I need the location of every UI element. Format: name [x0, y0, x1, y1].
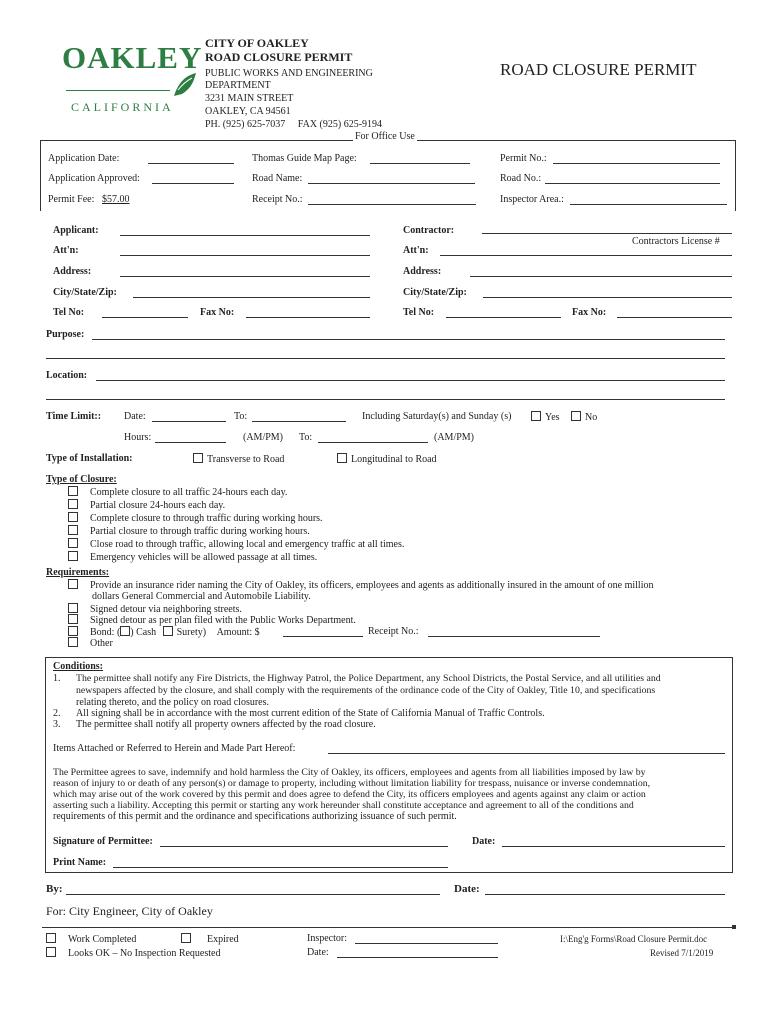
contractor-csz-label: City/State/Zip: — [403, 287, 467, 298]
location-field-1[interactable] — [96, 380, 725, 381]
closure-text: Close road to through traffic, allowing local and emergency traffic at all times. — [90, 539, 405, 550]
hours-label: Hours: — [124, 432, 152, 443]
requirement-text: Provide an insurance rider naming the City of Oakley, its officers, employees and agents as additionally insured in the amount of one million — [90, 580, 654, 591]
application-date-field[interactable] — [148, 163, 234, 164]
items-attached-label: Items Attached or Referred to Herein and Made Part Hereof: — [53, 743, 296, 754]
application-date-label: Application Date: — [48, 153, 120, 164]
bond-receipt-field[interactable] — [428, 636, 600, 637]
contractor-attn-field[interactable] — [440, 255, 732, 256]
applicant-tel-field[interactable] — [102, 317, 188, 318]
contractor-fax-field[interactable] — [617, 317, 732, 318]
inspector-label: Inspector: — [307, 933, 347, 944]
requirement-checkbox[interactable] — [68, 603, 78, 613]
requirement-checkbox[interactable] — [68, 626, 78, 636]
bond-surety-checkbox[interactable] — [163, 626, 173, 636]
signature-label: Signature of Permittee: — [53, 836, 153, 847]
requirement-checkbox[interactable] — [68, 579, 78, 589]
requirement-text: Signed detour as per plan filed with the Public Works Department. — [90, 615, 356, 626]
requirement-insurance-cont: dollars General Commercial and Automobile Liability. — [92, 591, 311, 602]
permit-fee-value: $57.00 — [102, 194, 130, 205]
weekend-yes-text: Yes — [545, 412, 560, 423]
hours-ampm-2: (AM/PM) — [434, 432, 475, 443]
contractor-tel-field[interactable] — [446, 317, 561, 318]
closure-item[interactable] — [68, 512, 404, 525]
location-field-2[interactable] — [46, 399, 725, 400]
header-phone: PH. (925) 625-7037 FAX (925) 625-9194 — [205, 119, 383, 130]
closure-item[interactable] — [68, 486, 404, 499]
indemnity-line-3: which may arise out of the work covered by this permit and does agree to defend the City, its officers employees and agents against any claim or action — [53, 789, 646, 800]
city-engineer-label: For: City Engineer, City of Oakley — [46, 904, 213, 918]
receipt-no-label: Receipt No.: — [252, 194, 303, 205]
condition-1-line-2: newspapers affected by the closure, and shall comply with the requirements of the ordinance code of the City of Oakley, Title 10, and specifications — [76, 685, 656, 696]
time-to-field[interactable] — [252, 421, 346, 422]
signature-date-label: Date: — [472, 836, 496, 847]
weekend-no-text: No — [585, 412, 598, 423]
weekend-yes-checkbox[interactable] — [531, 411, 541, 421]
closure-text: Emergency vehicles will be allowed passage at all times. — [90, 552, 318, 563]
inspector-date-label: Date: — [307, 947, 329, 958]
applicant-csz-label: City/State/Zip: — [53, 287, 117, 298]
hours-to-label: To: — [299, 432, 313, 443]
work-completed-option[interactable] — [46, 933, 136, 946]
contractor-address-label: Address: — [403, 266, 442, 277]
expired-text: Expired — [207, 934, 239, 945]
time-date-label: Date: — [124, 411, 146, 422]
purpose-field-1[interactable] — [92, 339, 725, 340]
hours-from-field[interactable] — [155, 442, 226, 443]
looks-ok-option[interactable] — [46, 947, 220, 960]
road-no-label: Road No.: — [500, 173, 542, 184]
print-name-label: Print Name: — [53, 857, 107, 868]
weekend-no-checkbox[interactable] — [571, 411, 581, 421]
footer-rule-mark — [732, 925, 736, 929]
requirement-checkbox[interactable] — [68, 637, 78, 647]
permit-no-field[interactable] — [553, 163, 720, 164]
purpose-label: Purpose: — [46, 329, 85, 340]
signature-date-field[interactable] — [502, 846, 725, 847]
requirements-label: Requirements: — [46, 567, 110, 578]
contractor-csz-field[interactable] — [483, 297, 732, 298]
oakley-logo — [60, 40, 203, 120]
thomas-guide-field[interactable] — [370, 163, 470, 164]
longitudinal-option[interactable] — [337, 453, 437, 466]
file-path: I:\Eng'g Forms\Road Closure Permit.doc — [560, 934, 708, 944]
requirement-checkbox[interactable] — [68, 614, 78, 624]
time-date-field[interactable] — [152, 421, 226, 422]
requirement-text: Signed detour via neighboring streets. — [90, 604, 242, 615]
work-completed-checkbox[interactable] — [46, 933, 56, 943]
closure-checkbox[interactable] — [68, 538, 78, 548]
road-name-label: Road Name: — [252, 173, 303, 184]
conditions-label: Conditions: — [53, 661, 104, 672]
road-name-field[interactable] — [308, 183, 475, 184]
closure-type-label: Type of Closure: — [46, 474, 117, 485]
closure-item[interactable] — [68, 538, 404, 551]
permit-no-label: Permit No.: — [500, 153, 547, 164]
closure-checkbox[interactable] — [68, 512, 78, 522]
by-field[interactable] — [66, 894, 440, 895]
condition-3-number: 3. — [53, 719, 61, 730]
page-title: ROAD CLOSURE PERMIT — [500, 60, 697, 79]
header-citystate: OAKLEY, CA 94561 — [205, 106, 291, 117]
looks-ok-checkbox[interactable] — [46, 947, 56, 957]
closure-text: Complete closure to through traffic during working hours. — [90, 513, 323, 524]
inspector-date-field[interactable] — [337, 957, 498, 958]
closure-checkbox[interactable] — [68, 551, 78, 561]
logo-word: OAKLEY — [62, 40, 203, 75]
logo-sub: CALIFORNIA — [71, 100, 174, 114]
by-date-label: Date: — [454, 883, 480, 895]
signature-field[interactable] — [160, 846, 448, 847]
print-name-field[interactable] — [113, 867, 448, 868]
condition-1-line-1: The permittee shall notify any Fire Districts, the Highway Patrol, the Police Department, any School Districts, the Postal Service, and all utilities and — [76, 673, 661, 684]
condition-2-number: 2. — [53, 708, 61, 719]
closure-text: Complete closure to all traffic 24-hours each day. — [90, 487, 288, 498]
installation-type-label: Type of Installation: — [46, 453, 133, 464]
hours-ampm-1: (AM/PM) — [243, 432, 284, 443]
closure-checkbox[interactable] — [68, 486, 78, 496]
contractor-attn-label: Att'n: — [403, 245, 429, 256]
indemnity-line-5: requirements of this permit and the ordinance and specifications authorizing issuance of such permit. — [53, 811, 457, 822]
applicant-label: Applicant: — [53, 225, 99, 236]
thomas-guide-label: Thomas Guide Map Page: — [252, 153, 357, 164]
footer-rule — [42, 927, 734, 928]
receipt-no-field[interactable] — [308, 204, 476, 205]
condition-1-number: 1. — [53, 673, 61, 684]
bond-amount-label: Amount: $ — [216, 627, 260, 638]
applicant-address-label: Address: — [53, 266, 92, 277]
condition-3-text: The permittee shall notify all property owners affected by the road closure. — [76, 719, 376, 730]
oak-leaf-icon — [168, 70, 202, 100]
applicant-field[interactable] — [120, 235, 370, 236]
logo-rule — [66, 90, 170, 91]
expired-option[interactable] — [181, 933, 239, 946]
road-no-field[interactable] — [545, 183, 720, 184]
indemnity-line-2: reason of injury to or death of any person(s) or damage to property, including without limitation liability for trespass, nuisance or inverse condemnation, — [53, 778, 651, 789]
header-permit: ROAD CLOSURE PERMIT — [205, 50, 353, 64]
bond-surety-text: Surety) — [176, 627, 207, 638]
applicant-fax-field[interactable] — [246, 317, 370, 318]
by-date-field[interactable] — [485, 894, 725, 895]
indemnity-line-4: asserting such a liability. Accepting this permit or starting any work hereunder shall constitute acceptance and agreement to all of the conditions and — [53, 800, 634, 811]
transverse-checkbox[interactable] — [193, 453, 203, 463]
applicant-address-field[interactable] — [120, 276, 370, 277]
looks-ok-text: Looks OK – No Inspection Requested — [68, 948, 221, 959]
inspector-field[interactable] — [355, 943, 498, 944]
applicant-csz-field[interactable] — [133, 297, 370, 298]
closure-checkbox[interactable] — [68, 525, 78, 535]
closure-item[interactable] — [68, 499, 404, 512]
bond-amount-field[interactable] — [283, 636, 363, 637]
applicant-tel-label: Tel No: — [53, 307, 85, 318]
permit-fee-label: Permit Fee: — [48, 194, 95, 205]
location-label: Location: — [46, 370, 88, 381]
contractor-address-field[interactable] — [470, 276, 732, 277]
applicant-attn-label: Att'n: — [53, 245, 79, 256]
requirement-other[interactable] — [68, 637, 113, 650]
longitudinal-text: Longitudinal to Road — [351, 454, 437, 465]
requirement-text: Other — [90, 638, 113, 649]
bond-receipt-label: Receipt No.: — [368, 626, 419, 637]
including-weekends-label: Including Saturday(s) and Sunday (s) — [362, 411, 512, 422]
contractor-tel-label: Tel No: — [403, 307, 435, 318]
indemnity-line-1: The Permittee agrees to save, indemnify and hold harmless the City of Oakley, its officers, employees and agents from all liabilities imposed by law by — [53, 767, 646, 778]
bond-label: Bond: ( — [90, 627, 121, 638]
office-use-label: For Office Use — [355, 131, 415, 142]
purpose-field-2[interactable] — [46, 358, 725, 359]
inspector-area-label: Inspector Area.: — [500, 194, 564, 205]
time-to-label: To: — [234, 411, 248, 422]
expired-checkbox[interactable] — [181, 933, 191, 943]
hours-to-field[interactable] — [318, 442, 428, 443]
weekend-yes-option[interactable] — [531, 411, 560, 424]
contractor-field[interactable] — [482, 233, 732, 234]
bond-cash-text: ) Cash — [130, 627, 157, 638]
revised-date: Revised 7/1/2019 — [650, 948, 714, 958]
contractor-label: Contractor: — [403, 225, 455, 236]
work-completed-text: Work Completed — [68, 934, 137, 945]
closure-text: Partial closure 24-hours each day. — [90, 500, 226, 511]
items-attached-field[interactable] — [328, 753, 725, 754]
contractor-fax-label: Fax No: — [572, 307, 607, 318]
condition-2-text: All signing shall be in accordance with the most current edition of the State of California Manual of Traffic Controls. — [76, 708, 545, 719]
header-street: 3231 MAIN STREET — [205, 93, 294, 104]
header-dept2: DEPARTMENT — [205, 80, 271, 91]
by-label: By: — [46, 883, 63, 895]
applicant-fax-label: Fax No: — [200, 307, 235, 318]
closure-text: Partial closure to through traffic during working hours. — [90, 526, 310, 537]
closure-item[interactable] — [68, 525, 404, 538]
header-dept1: PUBLIC WORKS AND ENGINEERING — [205, 68, 373, 79]
office-use-box — [40, 140, 736, 211]
longitudinal-checkbox[interactable] — [337, 453, 347, 463]
inspector-area-field[interactable] — [570, 204, 727, 205]
condition-1-line-3: relating thereto, and the policy on road closures. — [76, 697, 269, 708]
bond-cash-checkbox[interactable] — [120, 626, 130, 636]
application-approved-label: Application Approved: — [48, 173, 140, 184]
transverse-option[interactable] — [193, 453, 284, 466]
application-approved-field[interactable] — [152, 183, 234, 184]
applicant-attn-field[interactable] — [120, 255, 370, 256]
closure-checkbox[interactable] — [68, 499, 78, 509]
header-city: CITY OF OAKLEY — [205, 36, 309, 50]
closure-list — [68, 486, 404, 564]
weekend-no-option[interactable] — [571, 411, 597, 424]
closure-item[interactable] — [68, 551, 404, 564]
contractor-license-label: Contractors License # — [632, 236, 720, 247]
time-limit-label: Time Limit:: — [46, 411, 102, 422]
transverse-text: Transverse to Road — [207, 454, 285, 465]
